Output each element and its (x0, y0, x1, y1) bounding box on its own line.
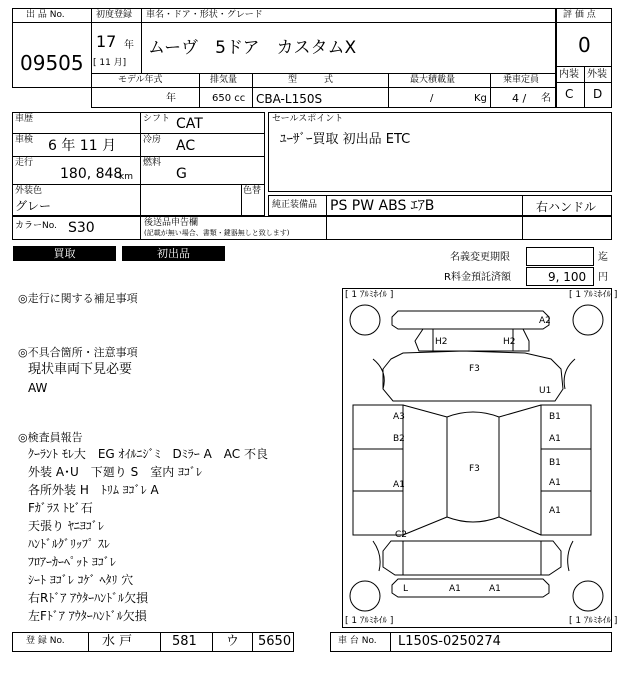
capacity-label: 乗車定員 (503, 75, 540, 85)
report-line-2: 外装 A･U 下廻り S 室内 ﾖｺﾞﾚ (28, 465, 203, 479)
damage-a1-right: A1 (549, 506, 561, 516)
rating-label: 評 価 点 (563, 10, 596, 20)
car-diagram (342, 288, 618, 628)
report-line-6: ﾊﾝﾄﾞﾙｸﾞﾘｯﾌﾟ ｽﾚ (28, 537, 110, 551)
damage-a1-bottom-1: A1 (449, 584, 461, 594)
wheel-label-front-left: [ 1 ｱﾙﾐﾎｲﾙ ] (345, 290, 394, 300)
defect-item-1: 現状車両下見必要 (28, 362, 133, 377)
damage-a1-left: A1 (393, 480, 405, 490)
damage-a1-bottom-2: A1 (489, 584, 501, 594)
interior-grade: C (565, 87, 574, 101)
color-value: グレー (15, 199, 52, 213)
exterior-grade: D (593, 87, 603, 101)
recycle-label: R料金預託済額 (444, 272, 511, 283)
exterior-label: 外装 (587, 69, 607, 80)
name-change-box (526, 247, 594, 266)
reg-class: 581 (172, 634, 197, 649)
wheel-label-front-right: [ 1 ｱﾙﾐﾎｲﾙ ] (569, 290, 618, 300)
ac-label: 冷房 (143, 135, 162, 145)
history-label: 車歴 (15, 114, 34, 124)
color-no-value: S30 (68, 220, 95, 236)
report-line-5: 天張り ﾔﾆﾖｺﾞﾚ (28, 519, 104, 533)
report-line-7: ﾌﾛｱｰｶｰﾍﾟｯﾄ ﾖｺﾞﾚ (28, 555, 116, 569)
name-change-unit: 迄 (598, 252, 608, 263)
shift-label: シフト (143, 114, 171, 124)
recycle-value: 9, 100 (548, 270, 587, 284)
damage-a1-upper: A1 (549, 434, 561, 444)
defects-heading: ◎不具合箇所・注意事項 (18, 346, 138, 359)
type-label: 型 式 (288, 75, 334, 85)
model-type: CBA-L150S (256, 92, 323, 106)
max-load-label: 最大積載量 (410, 75, 456, 85)
sales-point-label: セールスポイント (272, 114, 344, 124)
max-load-unit: Kg (474, 93, 487, 104)
rating-value: 0 (578, 33, 591, 57)
report-line-10: 左Fﾄﾞｱ ｱｳﾀｰﾊﾝﾄﾞﾙ欠損 (28, 609, 147, 623)
damage-b2: B2 (393, 434, 405, 444)
car-name-label: 車名・ドア・形状・グレード (146, 10, 263, 20)
damage-a2: A2 (539, 316, 551, 326)
driving-heading: ◎走行に関する補足事項 (18, 292, 138, 305)
tag-kaitori: 買取 (13, 246, 116, 261)
recycle-unit: 円 (598, 272, 608, 283)
max-load-value: / (430, 93, 434, 104)
after-report-label: 後送品申告欄 (144, 218, 199, 228)
lot-number: 09505 (20, 51, 84, 75)
mileage-unit: km (119, 172, 133, 182)
capacity-value: 4 / (512, 92, 527, 105)
inspection-value: 6 年 11 月 (48, 138, 117, 154)
steering-value: 右ハンドル (536, 200, 597, 214)
after-report-note: (記載が無い場合、書類・鍵器無しと致します) (144, 229, 290, 237)
damage-l: L (403, 584, 409, 594)
reg-year-unit: 年 (124, 40, 134, 51)
name-change-label: 名義変更期限 (450, 252, 510, 263)
wheel-label-rear-left: [ 1 ｱﾙﾐﾎｲﾙ ] (345, 616, 394, 626)
report-line-9: 右Rﾄﾞｱ ｱｳﾀｰﾊﾝﾄﾞﾙ欠損 (28, 591, 149, 605)
reg-year: 17 (96, 32, 117, 51)
tag-first-listing: 初出品 (122, 246, 225, 261)
report-line-1: ｸｰﾗﾝﾄ ﾓﾚ大 EG ｵｲﾙﾆｼﾞﾐ Dﾐﾗｰ A AC 不良 (28, 447, 268, 461)
damage-b1-lower: B1 (549, 458, 561, 468)
color-no-label: カラーNo. (15, 221, 57, 231)
damage-a3: A3 (393, 412, 405, 422)
equipment-value: PS PW ABS ｴｱB (330, 198, 435, 214)
damage-c2: C2 (395, 530, 408, 540)
displacement-value: 650 cc (212, 93, 246, 104)
chassis-label: 車 台 No. (338, 636, 377, 646)
chassis-number: L150S-0250274 (398, 634, 501, 649)
displacement-label: 排気量 (210, 75, 238, 85)
reg-region: 水 戸 (102, 634, 133, 649)
inspection-label: 車検 (15, 135, 34, 145)
defect-item-2: AW (28, 381, 48, 395)
equipment-label: 純正装備品 (272, 200, 318, 210)
damage-f3-top: F3 (469, 364, 480, 374)
shift-value: CAT (176, 116, 203, 132)
capacity-unit: 名 (541, 93, 551, 104)
reg-month: [ 11 月] (93, 58, 127, 68)
reg-number: 5650 (258, 634, 292, 649)
report-line-8: ｼｰﾄ ﾖｺﾞﾚ ｺｹﾞ ﾍﾀﾘ 穴 (28, 573, 134, 587)
car-name: ムーヴ 5ドア カスタムX (148, 38, 357, 58)
inspector-heading: ◎検査員報告 (18, 431, 83, 444)
mileage-label: 走行 (15, 158, 34, 168)
fuel-label: 燃料 (143, 158, 162, 168)
damage-u1: U1 (539, 386, 552, 396)
damage-h2-left: H2 (435, 337, 448, 347)
damage-f3-center: F3 (469, 464, 480, 474)
damage-a1-lower: A1 (549, 478, 561, 488)
color-label: 外装色 (15, 186, 43, 196)
fuel-value: G (176, 166, 187, 182)
report-line-3: 各所外装 H ﾄﾘﾑ ﾖｺﾞﾚ A (28, 483, 159, 497)
damage-h2-right: H2 (503, 337, 516, 347)
color-change-label: 色替 (243, 186, 262, 196)
mileage-value: 180, 848 (60, 166, 123, 182)
report-line-4: Fｶﾞﾗｽ ﾄﾋﾞ石 (28, 501, 93, 515)
reg-label: 登 録 No. (26, 636, 65, 646)
sales-point-value: ﾕｰｻﾞｰ買取 初出品 ETC (280, 132, 411, 147)
lot-label: 出 品 No. (26, 10, 65, 20)
reg-kana: ウ (226, 634, 240, 649)
interior-label: 内装 (559, 69, 579, 80)
model-year-label: モデル年式 (118, 75, 163, 85)
model-year-unit: 年 (166, 93, 176, 104)
damage-b1-upper: B1 (549, 412, 561, 422)
ac-value: AC (176, 138, 196, 154)
first-reg-label: 初度登録 (96, 10, 133, 20)
wheel-label-rear-right: [ 1 ｱﾙﾐﾎｲﾙ ] (569, 616, 618, 626)
